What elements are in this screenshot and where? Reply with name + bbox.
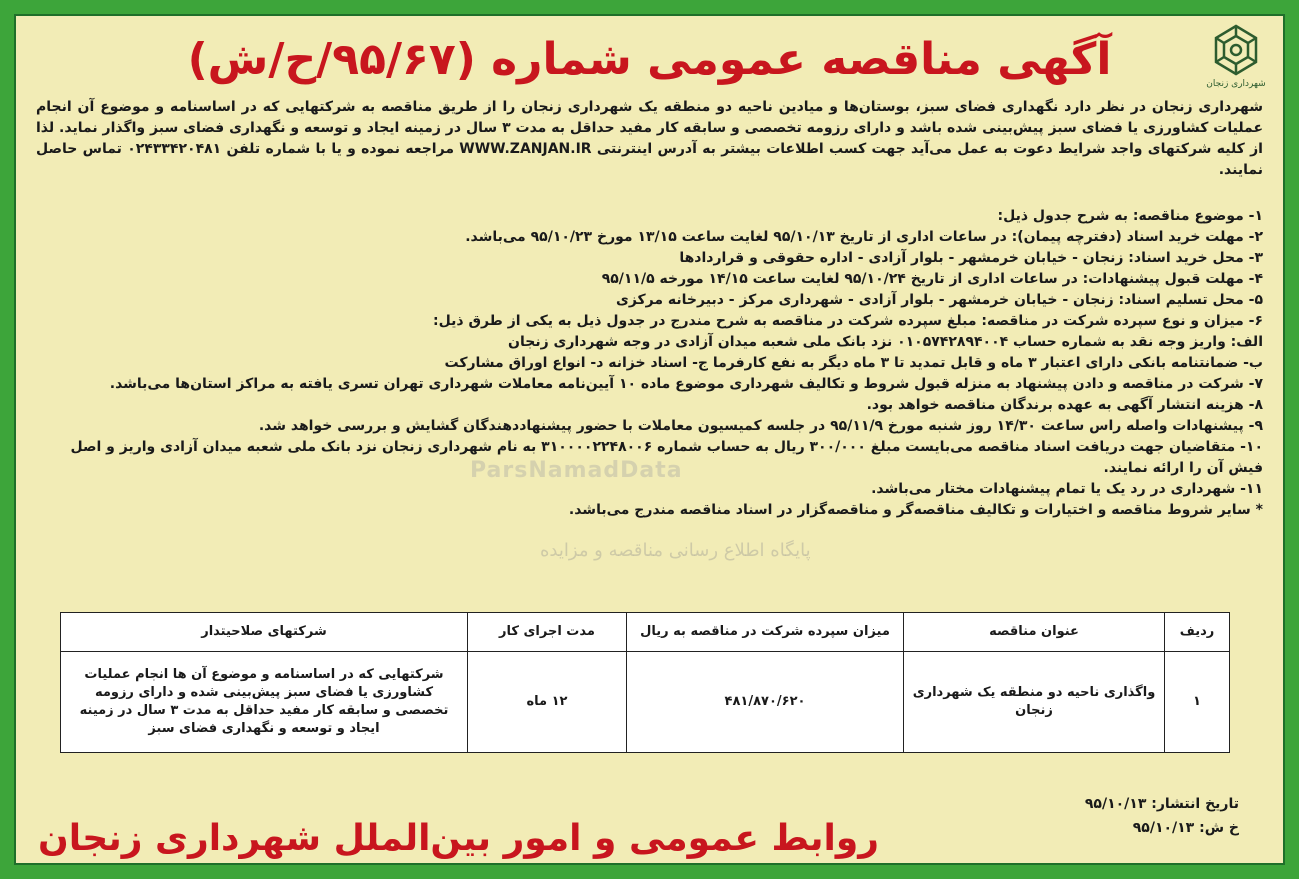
column-header: میزان سپرده شرکت در مناقصه به ریال: [627, 613, 904, 652]
condition-item: ۲- مهلت خرید اسناد (دفترچه پیمان): در ساعات اداری از تاریخ ۹۵/۱۰/۱۳ لغایت ساعت ۱۳/۱۵ مورخ ۹۵/۱۰/۲۳ می‌باشد.: [465, 229, 1263, 245]
tender-table: [60, 612, 1230, 753]
condition-item: ب- ضمانتنامه بانکی دارای اعتبار ۳ ماه و قابل تمدید تا ۳ ماه دیگر به نفع کارفرما ج- اسناد خزانه د- انواع اوراق مشارکت: [444, 355, 1263, 371]
condition-item: ۴- مهلت قبول پیشنهادات: در ساعات اداری از تاریخ ۹۵/۱۰/۲۴ لغایت ساعت ۱۴/۱۵ مورخه ۹۵/۱۱/۵: [601, 271, 1263, 287]
condition-item: ۳- محل خرید اسناد: زنجان - خیابان خرمشهر - بلوار آزادی - اداره حقوقی و قراردادها: [679, 250, 1263, 266]
column-header: ردیف: [1165, 613, 1230, 652]
intro-paragraph: شهرداری زنجان در نظر دارد نگهداری فضای سبز، بوستان‌ها و میادین ناحیه دو منطقه یک شهرداری زنجان را از طریق مناقصه به شرکتهایی که در اساسنامه و موضوع آن انجام عملیات کشاورزی یا فضای سبز پیش‌بینی شده باشد و دارای رزومه تخصصی و سابقه کار مفید حداقل به مدت ۳ سال در زمینه ایجاد و توسعه و نگهداری فضای سبز واگذار نماید. لذا از کلیه شرکتهای واجد شرایط دعوت به عمل می‌آید جهت کسب اطلاعات بیشتر به آدرس اینترنتی WWW.ZANJAN.IR مراجعه نموده و یا با شماره تلفن ۰۲۴۳۳۴۲۰۴۸۱ تماس حاصل نمایند.: [36, 99, 1264, 178]
publish-date: تاریخ انتشار: ۹۵/۱۰/۱۳: [1084, 796, 1239, 812]
condition-item: ۱۰- متقاضیان جهت دریافت اسناد مناقصه می‌بایست مبلغ ۳۰۰/۰۰۰ ریال به حساب شماره ۳۱۰۰۰۰۲۲۴۸۰۰۶ به نام شهرداری زنجان نزد بانک ملی شعبه میدان آزادی واریز و اصل فیش آن را ارائه نمایند.: [70, 439, 1263, 476]
tender-conditions-list: [36, 206, 1263, 521]
watermark-text: ParsNamadData: [470, 458, 683, 483]
municipality-emblem-icon: [1208, 22, 1264, 78]
watermark-text: پایگاه اطلاع رسانی مناقصه و مزایده: [540, 540, 811, 561]
table-cell: شرکتهایی که در اساسنامه و موضوع آن ها انجام عملیات کشاورزی یا فضای سبز پیش‌بینی شده و دارای رزومه تخصصی و سابقه کار مفید حداقل به مدت ۳ سال در زمینه ایجاد و توسعه و نگهداری فضای سبز: [61, 652, 468, 753]
table-cell: واگذاری ناحیه دو منطقه یک شهرداری زنجان: [904, 652, 1165, 753]
column-header: مدت اجرای کار: [468, 613, 627, 652]
table-cell: ۱۲ ماه: [468, 652, 627, 753]
condition-item: الف: واریز وجه نقد به شماره حساب ۰۱۰۵۷۴۲۸۹۴۰۰۴ نزد بانک ملی شعبه میدان آزادی در وجه شهرداری زنجان: [508, 334, 1263, 350]
table-header-row: [61, 613, 1230, 652]
condition-item: ۱۱- شهرداری در رد یک یا تمام پیشنهادات مختار می‌باشد.: [871, 481, 1263, 497]
municipality-logo: [1199, 22, 1273, 92]
condition-item: ۷- شرکت در مناقصه و دادن پیشنهاد به منزله قبول شروط و تکالیف شهرداری موضوع ماده ۱۰ آیین‌نامه معاملات شهرداری تهران تسری یافته به مراکز استان‌ها می‌باشد.: [109, 376, 1263, 392]
table-cell: ۱: [1165, 652, 1230, 753]
condition-item: ۱- موضوع مناقصه: به شرح جدول ذیل:: [997, 208, 1263, 224]
condition-item: ۶- میزان و نوع سپرده شرکت در مناقصه: مبلغ سپرده شرکت در مناقصه به شرح مندرج در جدول ذیل به یکی از طرق ذیل:: [433, 313, 1263, 329]
table-cell: ۴۸۱/۸۷۰/۶۲۰: [627, 652, 904, 753]
publication-dates: [1085, 792, 1239, 840]
condition-item: * سایر شروط مناقصه و اختیارات و تکالیف مناقصه‌گر و مناقصه‌گزار در اسناد مناقصه مندرج می‌باشد.: [568, 502, 1263, 518]
table-row: [61, 652, 1230, 753]
khsh-date: خ ش: ۹۵/۱۰/۱۳: [1132, 820, 1239, 836]
tender-title: آگهی مناقصه عمومی شماره (۹۵/۶۷/ح/ش): [187, 34, 1112, 85]
logo-caption: شهرداری زنجان: [1206, 79, 1266, 89]
footer-signature: روابط عمومی و امور بین‌الملل شهرداری زنجان: [38, 818, 879, 859]
column-header: شرکتهای صلاحیتدار: [61, 613, 468, 652]
column-header: عنوان مناقصه: [904, 613, 1165, 652]
condition-item: ۵- محل تسلیم اسناد: زنجان - خیابان خرمشهر - بلوار آزادی - شهرداری مرکز - دبیرخانه مرکزی: [616, 292, 1263, 308]
condition-item: ۸- هزینه انتشار آگهی به عهده برندگان مناقصه خواهد بود.: [866, 397, 1263, 413]
condition-item: ۹- پیشنهادات واصله راس ساعت ۱۴/۳۰ روز شنبه مورخ ۹۵/۱۱/۹ در جلسه کمیسیون معاملات با حضور پیشنهاددهندگان گشایش و بررسی خواهد شد.: [258, 418, 1263, 434]
